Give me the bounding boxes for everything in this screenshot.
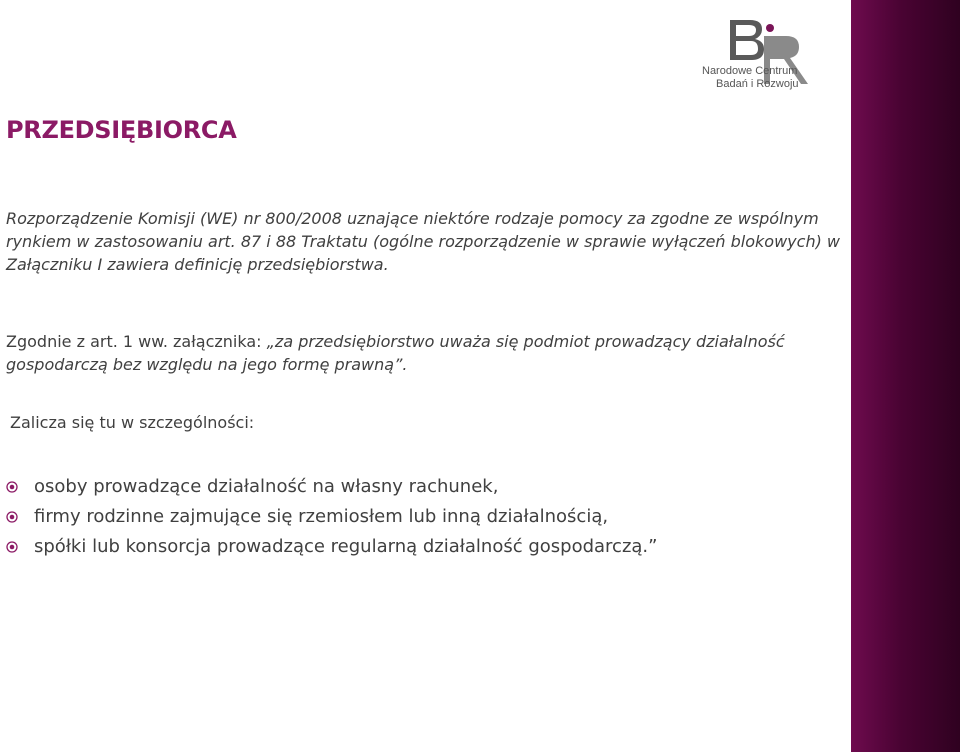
list-item-text: firmy rodzinne zajmujące się rzemiosłem lub inną działalnością, xyxy=(34,506,609,527)
list-item xyxy=(6,502,657,532)
includes-paragraph: Zalicza się tu w szczególności: xyxy=(10,413,255,432)
regulation-paragraph: Rozporządzenie Komisji (WE) nr 800/2008 uznające niektóre rodzaje pomocy za zgodne ze wspólnym rynkiem w zastosowaniu art. 87 i 88 Traktatu (ogólne rozporządzenie w sprawie wyłączeń blokowych) w Załączniku I zawiera definicję przedsiębiorstwa. xyxy=(6,209,840,274)
list-item xyxy=(6,472,657,502)
list-item xyxy=(6,532,657,562)
circle-bullet-icon xyxy=(6,511,18,523)
logo-line-1: Narodowe Centrum xyxy=(702,65,798,77)
circle-bullet-icon xyxy=(6,541,18,553)
decorative-sidebar xyxy=(851,0,960,752)
logo-line-2: Badań i Rozwoju xyxy=(716,78,799,90)
definition-prefix: Zgodnie z art. 1 ww. załącznika: xyxy=(6,332,267,351)
bullet-list xyxy=(6,472,657,562)
page-title: PRZEDSIĘBIORCA xyxy=(6,116,237,144)
logo-caption xyxy=(702,65,799,91)
definition-paragraph xyxy=(6,330,842,376)
circle-bullet-icon xyxy=(6,481,18,493)
definition-quote: „za przedsiębiorstwo uważa się podmiot prowadzący działalność gospodarczą bez względu na jego formę prawną”. xyxy=(6,332,785,374)
list-item-text: spółki lub konsorcja prowadzące regularną działalność gospodarczą.” xyxy=(34,536,658,557)
list-item-text: osoby prowadzące działalność na własny rachunek, xyxy=(34,476,499,497)
